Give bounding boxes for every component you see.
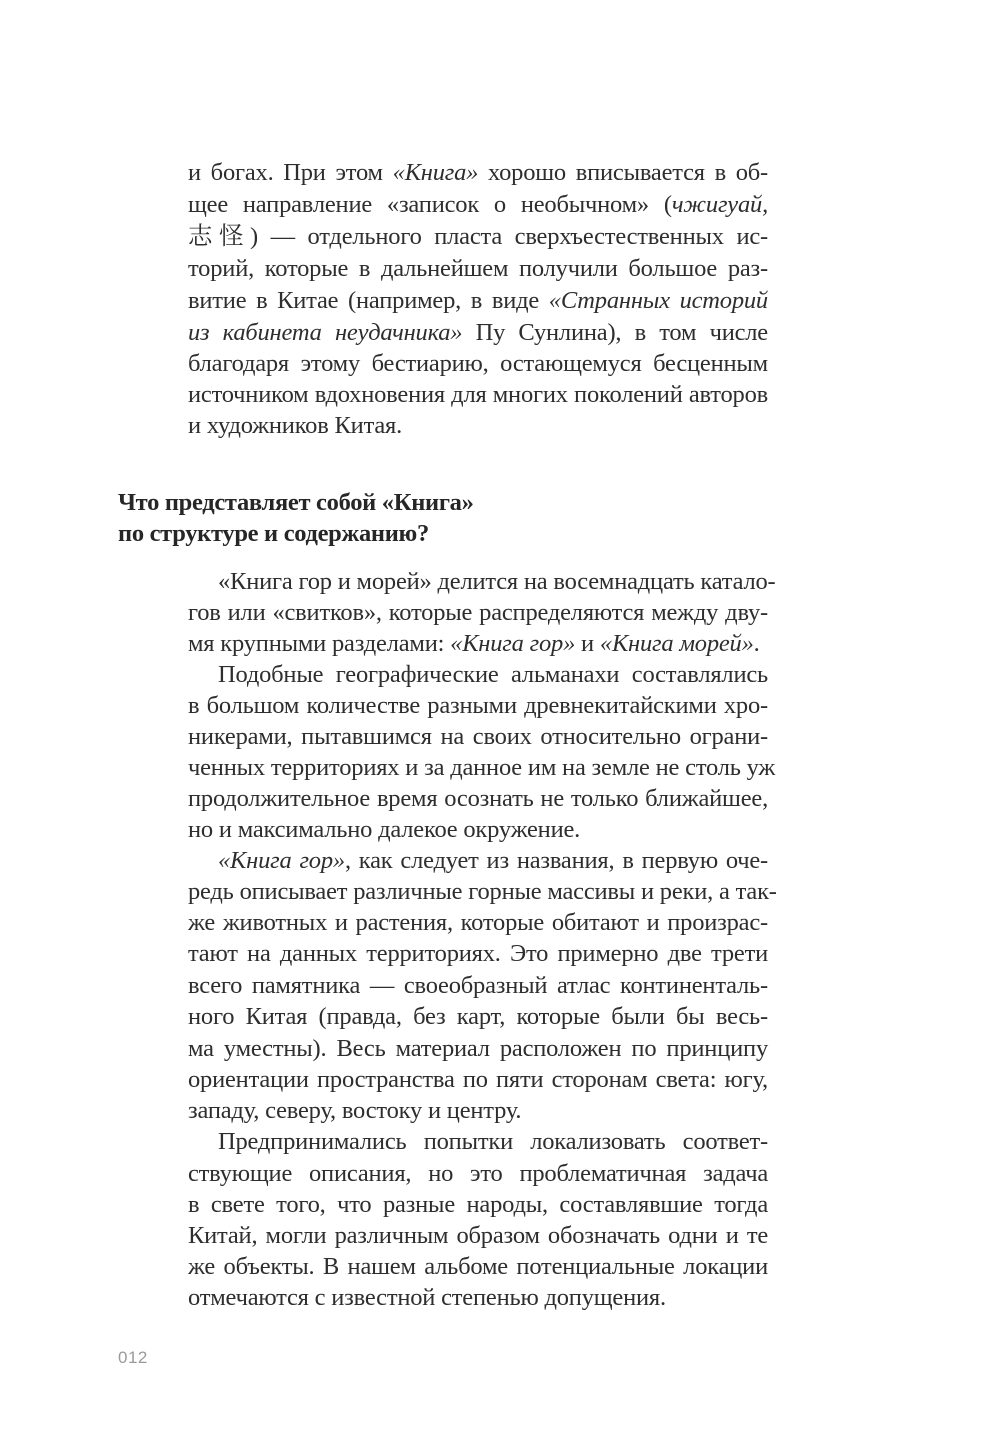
text-line: продолжительное время осознать не только ближайшее, — [188, 785, 768, 812]
text-line: западу, северу, востоку и центру. — [188, 1097, 522, 1124]
text-line: ченных территориях и за данное им на земле не столь уж — [188, 754, 776, 781]
text-line: Предпринимались попытки локализовать соответ- — [218, 1128, 768, 1155]
text-line: источником вдохновения для многих поколений авторов — [188, 381, 768, 408]
text-line: ствующие описания, но это проблематичная задача — [188, 1160, 768, 1187]
text-line: всего памятника — своеобразный атлас континенталь- — [188, 972, 768, 999]
text-line: никерами, пытавшимся на своих относительно ограни- — [188, 723, 768, 750]
text-line: Китай, могли различным образом обозначать одни и те — [188, 1222, 768, 1249]
text-line: торий, которые в дальнейшем получили большое раз- — [188, 255, 768, 282]
text-line: «Книга гор и морей» делится на восемнадцать катало- — [218, 568, 776, 595]
text-line: мя крупными разделами: «Книга гор» и «Книга морей». — [188, 630, 760, 657]
section-heading-line-2: по структуре и содержанию? — [118, 520, 429, 547]
text-line: щее направление «записок о необычном» (чжигуай, — [188, 191, 768, 218]
text-line: ма уместны). Весь материал расположен по принципу — [188, 1035, 768, 1062]
text-line: редь описывает различные горные массивы и реки, а так- — [188, 878, 777, 905]
text-line: гов или «свитков», которые распределяются между дву- — [188, 599, 768, 626]
text-line: Подобные географические альманахи составлялись — [218, 661, 768, 688]
text-line: же объекты. В нашем альбоме потенциальные локации — [188, 1253, 768, 1280]
text-line: витие в Китае (например, в виде «Странных историй — [188, 287, 768, 314]
text-line: «Книга гор», как следует из названия, в первую оче- — [218, 847, 768, 874]
text-line: но и максимально далекое окружение. — [188, 816, 581, 843]
text-line: 志怪) — отдельного пласта сверхъестественных ис- — [188, 223, 768, 250]
text-line: в свете того, что разные народы, составлявшие тогда — [188, 1191, 768, 1218]
text-line: отмечаются с известной степенью допущения. — [188, 1284, 666, 1311]
section-heading-line-1: Что представляет собой «Книга» — [118, 489, 474, 516]
text-line: ориентации пространства по пяти сторонам света: югу, — [188, 1066, 768, 1093]
text-line: и художников Китая. — [188, 412, 403, 439]
page-number: 012 — [118, 1348, 148, 1367]
text-line: ного Китая (правда, без карт, которые были бы весь- — [188, 1003, 768, 1030]
text-line: благодаря этому бестиарию, остающемуся бесценным — [188, 350, 768, 377]
text-line: в большом количестве разными древнекитайскими хро- — [188, 692, 768, 719]
text-line: тают на данных территориях. Это примерно две трети — [188, 940, 768, 967]
text-line: же животных и растения, которые обитают и произрас- — [188, 909, 768, 936]
text-line: и богах. При этом «Книга» хорошо вписывается в об- — [188, 159, 768, 186]
text-line: из кабинета неудачника» Пу Сунлина), в том числе — [188, 319, 768, 346]
